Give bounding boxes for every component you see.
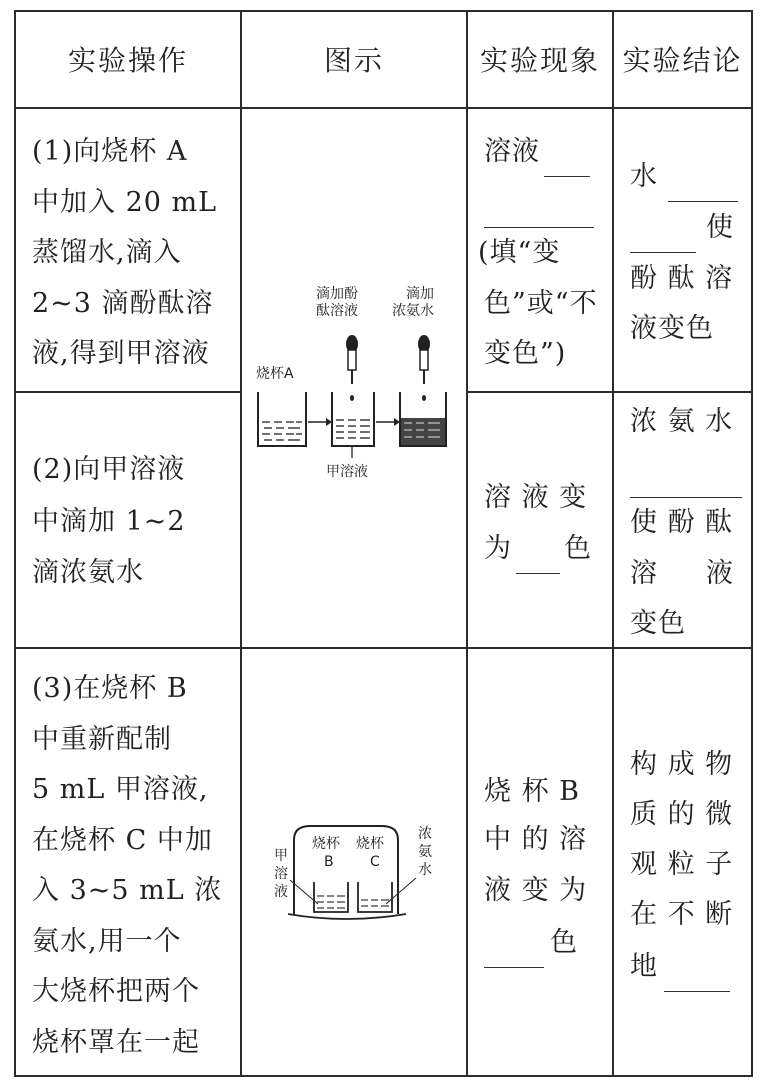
answer-blank[interactable] — [630, 220, 696, 253]
beaker-ammonia-icon — [400, 392, 446, 446]
label-ammonia: 水 — [418, 862, 432, 878]
text-line: 变色”) — [484, 338, 567, 369]
text-line: 液变色 — [630, 313, 714, 344]
text-line: 色”或“不 — [484, 288, 598, 319]
answer-blank[interactable] — [484, 935, 544, 968]
base-line — [288, 914, 406, 919]
label-jia-solution: 溶 — [274, 866, 288, 882]
text-line: (2)向甲溶液 — [32, 454, 186, 485]
answer-blank[interactable] — [516, 541, 560, 574]
header-operation: 实验操作 — [67, 43, 188, 77]
text-line: 烧杯罩在一起 — [32, 1027, 200, 1058]
label-beaker-b: 烧杯 — [312, 836, 340, 852]
label-beaker-a: 烧杯A — [256, 366, 294, 382]
text-line: 溶液 — [484, 136, 540, 167]
text-line: 烧 杯 B — [484, 776, 581, 807]
text-line: 色 — [550, 927, 578, 958]
arrow-icon — [308, 418, 332, 426]
text-line: 为 — [484, 533, 512, 564]
text-line: 液 变 为 — [484, 875, 588, 906]
text-line: 在 不 断 — [630, 899, 734, 930]
text-line: 液,得到甲溶液 — [32, 338, 210, 369]
header-figure: 图示 — [323, 43, 384, 77]
text-line: 5 mL 甲溶液, — [32, 774, 209, 805]
pointer-line — [386, 878, 416, 904]
label-ammonia: 浓 — [418, 826, 432, 842]
answer-blank[interactable] — [544, 144, 590, 177]
text-line: 构 成 物 — [630, 749, 734, 780]
row-border — [14, 107, 753, 109]
label-solution: 甲溶液 — [326, 464, 368, 480]
text-line: 溶 液 变 — [484, 482, 588, 513]
beaker-b-icon — [314, 882, 348, 912]
text-line: 溶 液 — [630, 558, 734, 589]
row-border — [14, 1075, 753, 1077]
text-line: 在烧杯 C 中加 — [32, 825, 213, 856]
col-border — [751, 10, 753, 1076]
label-dropper1: 滴加酚 — [316, 286, 358, 302]
answer-blank[interactable] — [668, 169, 738, 202]
text-line: 滴浓氨水 — [32, 557, 144, 588]
text-line: 酚 酞 溶 — [630, 263, 734, 294]
text-line: 入 3~5 mL 浓 — [32, 875, 223, 906]
text-line: 质 的 微 — [630, 799, 734, 830]
text-line: 大烧杯把两个 — [32, 976, 200, 1007]
dropper-icon — [346, 335, 358, 384]
arrow-icon — [376, 418, 400, 426]
beaker-a-icon — [258, 392, 306, 446]
text-line: (填“变 — [478, 237, 561, 268]
beaker-jia-icon — [332, 392, 374, 458]
label-dropper2: 滴加 — [406, 286, 434, 302]
text-line: 中加入 20 mL — [32, 187, 218, 218]
answer-blank[interactable] — [484, 195, 594, 228]
text-line: (1)向烧杯 A — [32, 136, 188, 167]
header-phenomenon: 实验现象 — [479, 43, 600, 77]
figure-beakers-droppers — [244, 270, 464, 490]
label-jia-solution: 液 — [274, 884, 288, 900]
col-border — [240, 10, 242, 1076]
answer-blank[interactable] — [664, 959, 730, 992]
text-line: 地 — [630, 951, 658, 982]
text-line: 使 — [706, 212, 734, 243]
beaker-c-icon — [358, 882, 392, 912]
text-line: 水 — [630, 161, 658, 192]
text-line: 氨水,用一个 — [32, 926, 182, 957]
text-line: 浓 氨 水 — [630, 406, 734, 437]
label-dropper2: 浓氨水 — [392, 303, 434, 319]
row-border — [14, 391, 240, 393]
text-line: (3)在烧杯 B — [32, 673, 188, 704]
label-ammonia: 氨 — [418, 844, 432, 860]
text-line: 中滴加 1~2 — [32, 506, 186, 537]
header-conclusion: 实验结论 — [622, 43, 743, 77]
label-jia-solution: 甲 — [274, 848, 288, 864]
text-line: 中 的 溶 — [484, 824, 588, 855]
col-border — [466, 10, 468, 1076]
label-beaker-c: 烧杯 — [356, 836, 384, 852]
text-line: 观 粒 子 — [630, 849, 734, 880]
col-border — [14, 10, 16, 1076]
text-line: 中重新配制 — [32, 724, 172, 755]
label-dropper1: 酞溶液 — [316, 303, 358, 319]
col-border — [612, 10, 614, 1076]
label-beaker-c: C — [370, 854, 380, 870]
text-line: 蒸馏水,滴入 — [32, 237, 182, 268]
figure-covered-beakers — [252, 818, 458, 928]
label-beaker-b: B — [324, 854, 334, 870]
text-line: 色 — [564, 533, 592, 564]
text-line: 2~3 滴酚酞溶 — [32, 288, 214, 319]
text-line: 使 酚 酞 — [630, 507, 734, 538]
dropper-icon — [418, 335, 430, 384]
row-border — [466, 391, 753, 393]
text-line: 变色 — [630, 608, 686, 639]
answer-blank[interactable] — [630, 465, 742, 498]
